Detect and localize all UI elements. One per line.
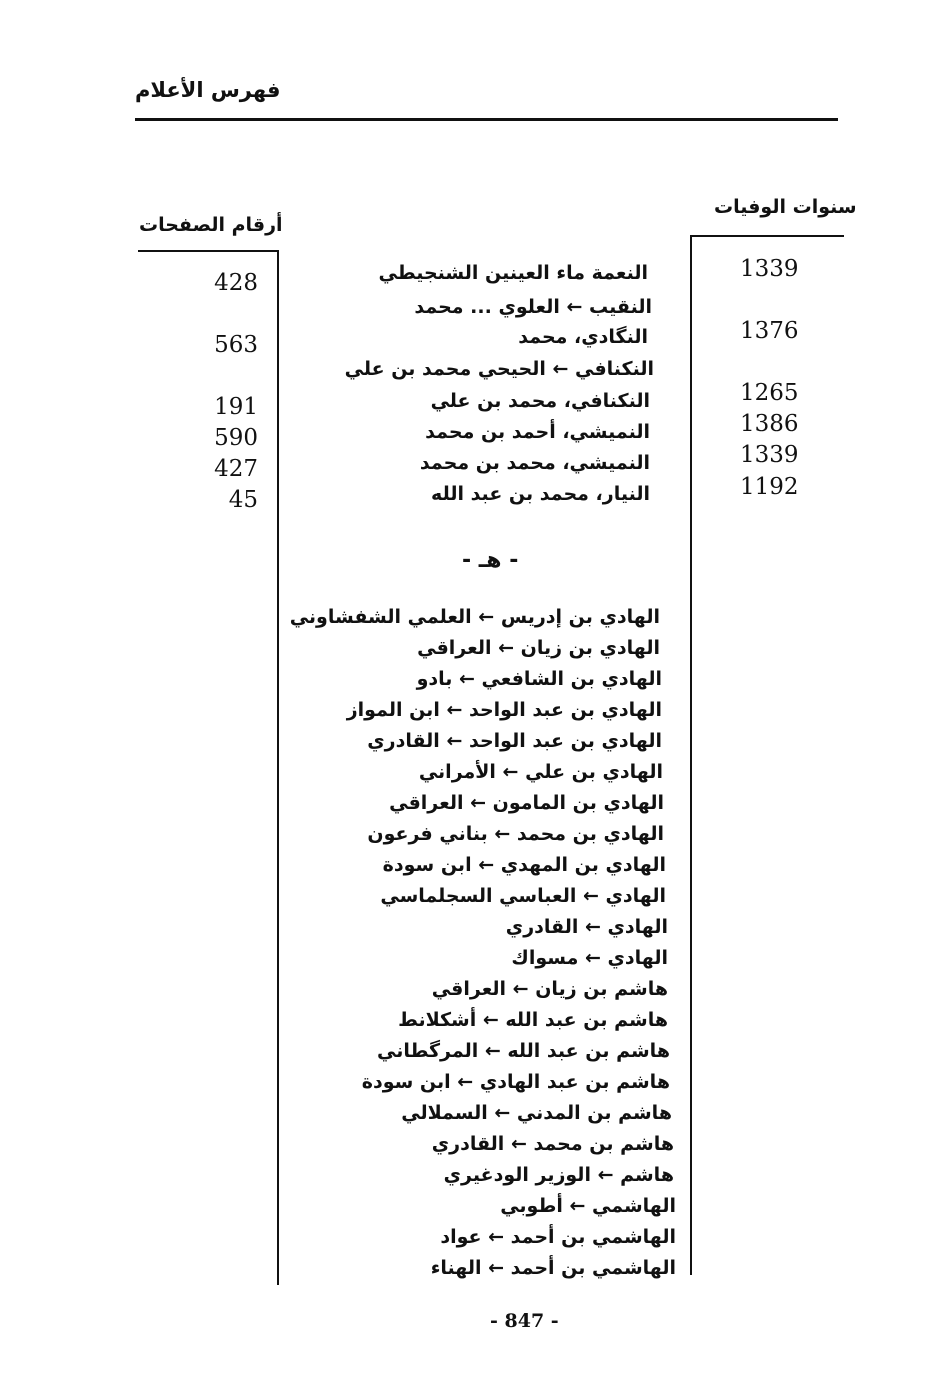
entry-name: النعمة ماء العينين الشنجيطي (378, 262, 648, 284)
entry-name: الهادي بن علي ← الأمراني (418, 761, 663, 783)
entry-name: هاشم بن عبد الله ← المرگطاني (376, 1040, 670, 1062)
entry-name: الهادي بن الشافعي ← بادو (416, 668, 662, 690)
page-numbers-header: أرقام الصفحات (139, 214, 283, 236)
entry-name: الهادي بن المهدي ← ابن سودة (382, 854, 666, 876)
entry-name: النگادي، محمد (518, 326, 648, 348)
entry-page: 45 (228, 487, 258, 513)
entry-name: هاشم ← الوزير الودغيري (443, 1164, 674, 1186)
entry-name: هاشم بن زيان ← العراقي (431, 978, 668, 1000)
entry-name: الهادي بن محمد ← بناني فرعون (367, 823, 664, 845)
entry-name: الهاشمي بن أحمد ← الهناء (430, 1257, 676, 1279)
entry-year: 1192 (740, 474, 799, 500)
entry-year: 1386 (740, 411, 799, 437)
entry-name: النكنافي ← الحيحي محمد بن علي (344, 358, 654, 380)
pages-column-divider (277, 250, 279, 1285)
entry-name: هاشم بن المدني ← السملالي (401, 1102, 672, 1124)
pages-column-rule (138, 250, 278, 252)
entry-name: هاشم بن عبد الهادي ← ابن سودة (361, 1071, 670, 1093)
entry-name: الهادي بن عبد الواحد ← القادري (367, 730, 662, 752)
entry-name: الهادي ← مسواك (511, 947, 668, 969)
section-letter-ha: - هـ - (462, 548, 519, 573)
entry-page: 590 (214, 425, 258, 451)
entry-name: النميشي، أحمد بن محمد (425, 421, 650, 443)
years-column-rule (690, 235, 844, 237)
entry-name: الهادي ← العباسي السجلماسي (380, 885, 666, 907)
entry-page: 563 (214, 332, 258, 358)
entry-name: النيار، محمد بن عبد الله (431, 483, 650, 505)
entry-name: الهادي بن زيان ← العراقي (417, 637, 660, 659)
entry-name: الهادي بن إدريس ← العلمي الشفشاوني (289, 606, 660, 628)
entry-page: 191 (214, 394, 258, 420)
entry-name: الهادي بن المامون ← العراقي (389, 792, 664, 814)
entry-year: 1339 (740, 442, 799, 468)
entry-name: النميشي، محمد بن محمد (419, 452, 650, 474)
entry-name: هاشم بن محمد ← القادري (431, 1133, 674, 1155)
entry-year: 1265 (740, 380, 799, 406)
years-column-divider (690, 235, 692, 1275)
entry-name: الهادي بن عبد الواحد ← ابن المواز (346, 699, 662, 721)
entry-name: النقيب ← العلوي ... محمد (414, 296, 652, 318)
entry-page: 427 (214, 456, 258, 482)
running-title: فهرس الأعلام (135, 78, 281, 102)
entry-year: 1339 (740, 256, 799, 282)
entry-name: النكنافي، محمد بن علي (430, 390, 650, 412)
entry-page: 428 (214, 270, 258, 296)
death-years-header: سنوات الوفيات (714, 196, 857, 218)
entry-name: الهاشمي بن أحمد ← عواد (440, 1226, 676, 1248)
entry-name: الهادي ← القادري (505, 916, 668, 938)
header-rule (135, 118, 838, 121)
entry-name: الهاشمي ← أطوبي (500, 1195, 676, 1217)
page-number: - 847 - (490, 1310, 559, 1332)
entry-year: 1376 (740, 318, 799, 344)
entry-name: هاشم بن عبد الله ← أشكلانط (398, 1009, 668, 1031)
